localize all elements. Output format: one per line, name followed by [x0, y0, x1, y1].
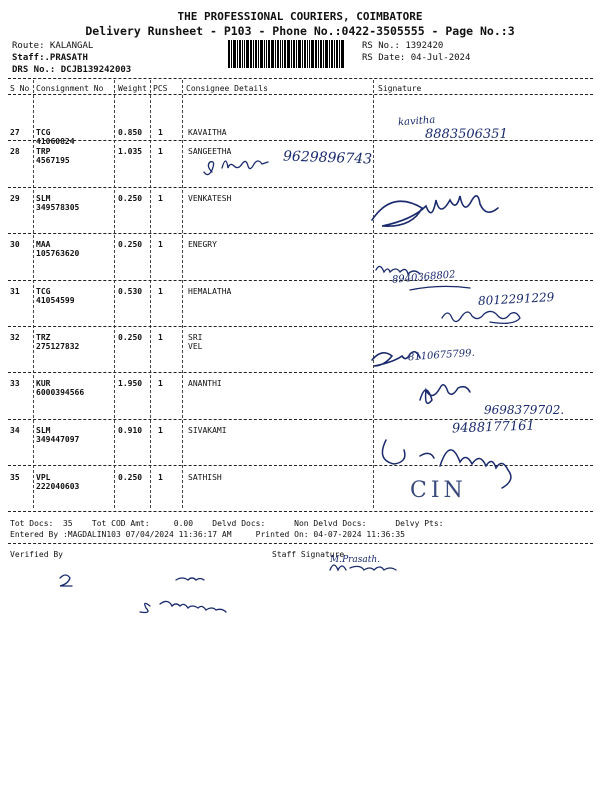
row-sno: 30: [10, 240, 20, 249]
row-sno: 31: [10, 287, 20, 296]
row-weight: 1.950: [118, 379, 143, 388]
handwritten-phone: 9488177161: [451, 418, 535, 437]
totals-line: Tot Docs: 35 Tot COD Amt: 0.00 Delvd Docs: Non Delvd Docs: Delvy Pts:: [10, 519, 444, 528]
row-weight: 0.530: [118, 287, 143, 296]
row-pcs: 1: [158, 128, 163, 137]
row-consignment: TRP 4567195: [36, 147, 70, 165]
col-signature: Signature: [378, 84, 422, 93]
row-consignee: SATHISH: [188, 473, 222, 482]
handwritten-mark: CIN: [410, 478, 467, 503]
row-sno: 27: [10, 128, 20, 137]
staff-signature-handwriting: M.Prasath.: [330, 555, 381, 565]
row-consignee: HEMALATHA: [188, 287, 232, 296]
row-consignment: TCG 41054599: [36, 287, 75, 305]
handwritten-phone: 8883506351: [425, 127, 508, 142]
row-pcs: 1: [158, 194, 163, 203]
row-weight: 0.910: [118, 426, 143, 435]
row-weight: 0.250: [118, 473, 143, 482]
rs-number: RS No.: 1392420: [362, 41, 444, 51]
row-pcs: 1: [158, 287, 163, 296]
row-sno: 34: [10, 426, 20, 435]
row-pcs: 1: [158, 473, 163, 482]
row-consignment: SLM 349578305: [36, 194, 80, 212]
rs-date: RS Date: 04-Jul-2024: [362, 53, 471, 63]
row-weight: 0.250: [118, 333, 143, 342]
handwritten-phone: 9629896743: [282, 148, 373, 168]
route-label: Route: KALANGAL: [12, 41, 94, 51]
entered-by-line: Entered By :MAGDALIN103 07/04/2024 11:36:17 AM Printed On: 04-07-2024 11:36:35: [10, 530, 405, 539]
handwritten-name: kavitha: [397, 114, 436, 129]
runsheet-subtitle: Delivery Runsheet - P103 - Phone No.:0422-3505555 - Page No.:3: [85, 24, 515, 38]
row-pcs: 1: [158, 379, 163, 388]
handwritten-phone: 8110675799.: [407, 347, 476, 364]
row-consignment: TRZ 275127832: [36, 333, 80, 351]
row-consignee: SANGEETHA: [188, 147, 232, 156]
row-consignment: MAA 105763620: [36, 240, 80, 258]
company-title: THE PROFESSIONAL COURIERS, COIMBATORE: [177, 10, 423, 23]
row-sno: 33: [10, 379, 20, 388]
divider: [8, 543, 593, 544]
col-consignment: Consignment No: [36, 84, 104, 93]
drs-number: DRS No.: DCJB139242003: [12, 65, 132, 75]
row-consignment: VPL 222040603: [36, 473, 80, 491]
row-consignee: VENKATESH: [188, 194, 232, 203]
row-consignment: SLM 349447097: [36, 426, 80, 444]
row-consignee: KAVAITHA: [188, 128, 227, 137]
col-pcs: PCS: [153, 84, 168, 93]
row-consignee: SIVAKAMI: [188, 426, 227, 435]
row-weight: 0.250: [118, 240, 143, 249]
row-consignment: KUR 6000394566: [36, 379, 85, 397]
staff-label: Staff:.PRASATH: [12, 53, 88, 63]
row-sno: 29: [10, 194, 20, 203]
handwritten-phone: 8940368802: [391, 269, 456, 286]
handwritten-phone: 8012291229: [477, 290, 555, 308]
row-weight: 0.850: [118, 128, 143, 137]
verified-by-label: Verified By: [10, 550, 63, 559]
row-pcs: 1: [158, 147, 163, 156]
row-pcs: 1: [158, 426, 163, 435]
col-consignee: Consignee Details: [186, 84, 268, 93]
row-pcs: 1: [158, 333, 163, 342]
row-weight: 1.035: [118, 147, 143, 156]
staff-signature-label: Staff Signature: [272, 550, 345, 559]
row-weight: 0.250: [118, 194, 143, 203]
row-pcs: 1: [158, 240, 163, 249]
row-consignee: ANANTHI: [188, 379, 222, 388]
row-sno: 28: [10, 147, 20, 156]
row-consignment: TCG 41060824: [36, 128, 75, 146]
row-sno: 32: [10, 333, 20, 342]
row-consignee: SRI VEL: [188, 333, 203, 351]
handwritten-phone: 9698379702.: [484, 403, 565, 417]
row-sno: 35: [10, 473, 20, 482]
row-consignee: ENEGRY: [188, 240, 217, 249]
col-weight: Weight: [118, 84, 147, 93]
col-sno: S No: [10, 84, 30, 93]
